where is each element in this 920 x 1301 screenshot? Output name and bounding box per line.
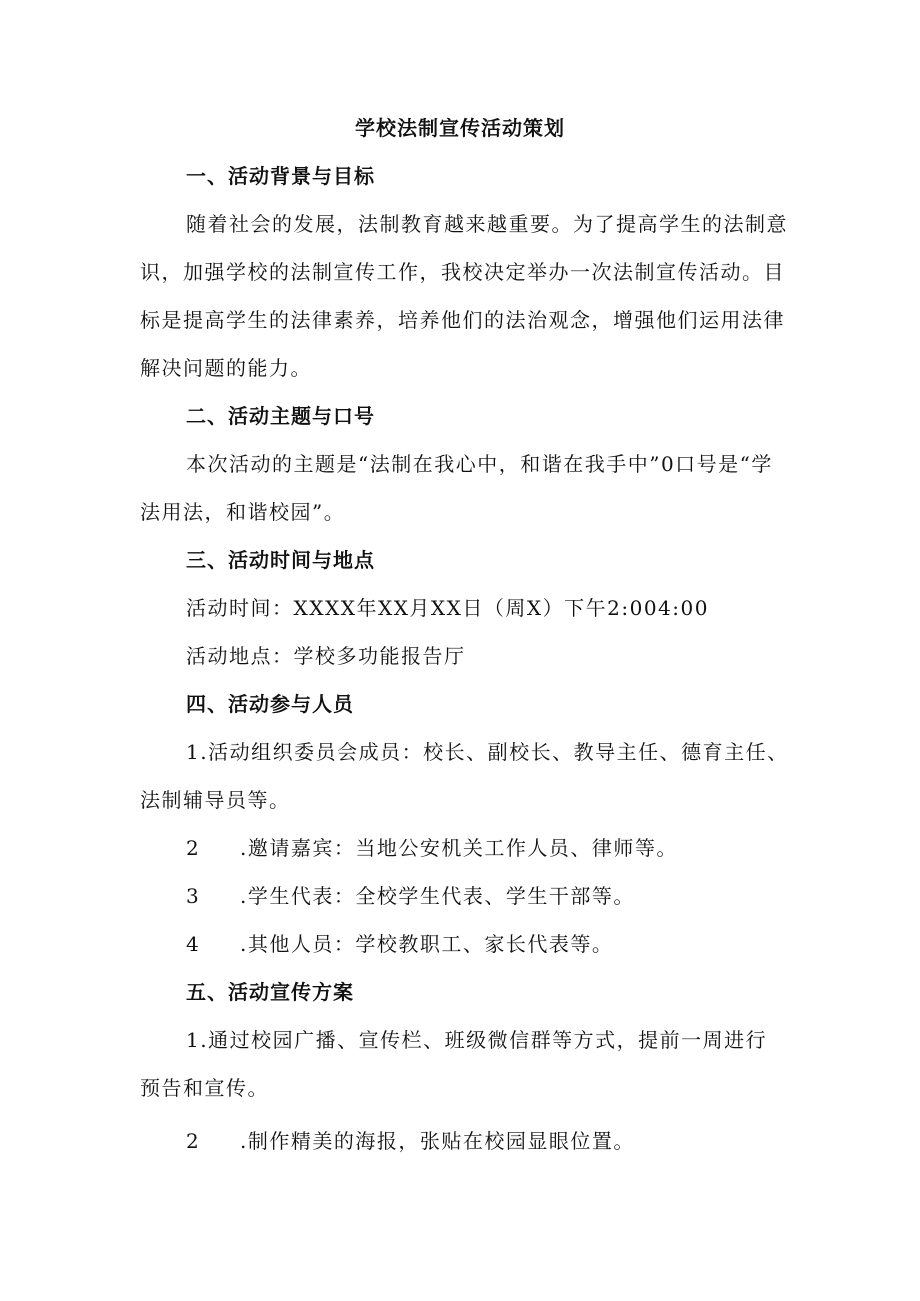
list-text: .制作精美的海报，张贴在校园显眼位置。 [240,1129,635,1153]
list-number: 2 [186,1129,201,1153]
list-number: 4 [186,932,201,956]
paragraph-line: 识，加强学校的法制宣传工作，我校决定举办一次法制宣传活动。目 [140,260,785,284]
list-item [186,880,635,909]
list-item-line: 法制辅导员等。 [140,788,291,812]
paragraph-line: 本次活动的主题是“法制在我心中，和谐在我手中”0口号是“学 [186,452,773,476]
paragraph-line: 法用法，和谐校园”。 [140,500,346,524]
list-item [186,832,678,861]
list-item-line: 1.活动组织委员会成员：校长、副校长、教导主任、德育主任、 [186,740,789,764]
activity-place: 活动地点：学校多功能报告厅 [186,644,466,668]
list-item [186,928,613,957]
paragraph-line: 解决问题的能力。 [140,356,312,380]
list-item [186,1125,635,1154]
paragraph-line: 标是提高学生的法律素养，培养他们的法治观念，增强他们运用法律 [140,308,785,332]
list-number: 3 [186,884,201,908]
section-heading-theme: 二、活动主题与口号 [186,404,375,428]
list-item-line: 预告和宣传。 [140,1076,269,1100]
section-heading-participants: 四、活动参与人员 [186,692,354,716]
activity-time: 活动时间：XXXX年XX月XX日（周X）下午2:004:00 [186,596,709,620]
list-text: .其他人员：学校教职工、家长代表等。 [240,932,614,956]
list-number: 2 [186,836,201,860]
document-title: 学校法制宣传活动策划 [355,116,565,140]
paragraph-line: 随着社会的发展，法制教育越来越重要。为了提高学生的法制意 [186,212,788,236]
list-text: .学生代表：全校学生代表、学生干部等。 [240,884,635,908]
list-text: .邀请嘉宾：当地公安机关工作人员、律师等。 [240,836,678,860]
list-item-line: 1.通过校园广播、宣传栏、班级微信群等方式，提前一周进行 [186,1028,768,1052]
section-heading-background: 一、活动背景与目标 [186,164,375,188]
section-heading-publicity: 五、活动宣传方案 [186,980,354,1004]
section-heading-time-place: 三、活动时间与地点 [186,548,375,572]
